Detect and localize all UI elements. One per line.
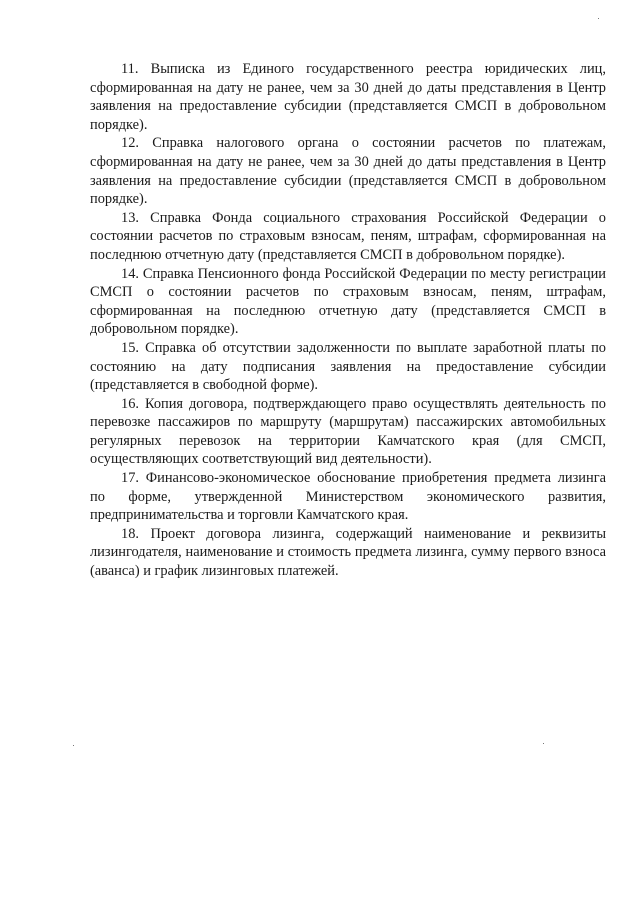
list-item-14 xyxy=(90,265,606,339)
item-number: 15. xyxy=(121,339,139,356)
item-text: Проект договора лизинга, содержащий наименование и реквизиты лизингодателя, наименование и стоимость предмета лизинга, сумму первого взноса (аванса) и график лизинговых платежей. xyxy=(90,525,606,580)
item-number: 16. xyxy=(121,395,139,412)
list-item-16 xyxy=(90,395,606,469)
list-item-17 xyxy=(90,469,606,525)
list-item-12 xyxy=(90,134,606,208)
document-body xyxy=(90,60,606,581)
item-text: Справка об отсутствии задолженности по выплате заработной платы по состоянию на дату подписания заявления на предоставление субсидии (представляется в свободной форме). xyxy=(90,339,606,394)
list-item-15 xyxy=(90,339,606,395)
item-number: 11. xyxy=(121,61,139,77)
list-item-13 xyxy=(90,209,606,265)
item-text: Справка Фонда социального страхования Российской Федерации о состоянии расчетов по страховым взносам, пеням, штрафам, сформированная на последнюю отчетную дату (представляется СМСП в добровольном порядке). xyxy=(90,209,606,263)
item-number: 18. xyxy=(121,525,139,542)
item-text: Справка налогового органа о состоянии расчетов по платежам, сформированная на дату не ранее, чем за 30 дней до даты представления в Центр заявления на предоставление субсидии (представляется СМСП в добровольном порядке). xyxy=(90,135,606,208)
item-text: Копия договора, подтверждающего право осуществлять деятельность по перевозке пассажиров по маршруту (маршрутам) пассажирских автомобильных регулярных перевозок на территории Камчатского края (для СМСП, осуществляющих соответствующий вид деятельности). xyxy=(90,395,606,468)
item-text: Выписка из Единого государственного реестра юридических лиц, сформированная на дату не ранее, чем за 30 дней до даты представления в Центр заявления на предоставление субсидии (представляется СМСП в добровольном порядке). xyxy=(90,61,606,133)
item-text: Справка Пенсионного фонда Российской Федерации по месту регистрации СМСП о состоянии расчетов по страховым взносам, пеням, штрафам, сформированная на последнюю отчетную дату (представляется СМСП в добровольном порядке). xyxy=(90,265,606,338)
item-number: 14. xyxy=(121,265,139,282)
item-text: Финансово-экономическое обоснование приобретения предмета лизинга по форме, утвержденной Министерством экономического развития, предпринимательства и торговли Камчатского края. xyxy=(90,470,606,524)
item-number: 12. xyxy=(121,135,139,152)
scan-speck xyxy=(73,745,74,746)
list-item-11 xyxy=(90,60,606,134)
scan-speck xyxy=(543,743,544,744)
list-item-18 xyxy=(90,525,606,581)
scan-speck xyxy=(598,18,599,19)
item-number: 13. xyxy=(121,209,139,226)
item-number: 17. xyxy=(121,470,139,487)
